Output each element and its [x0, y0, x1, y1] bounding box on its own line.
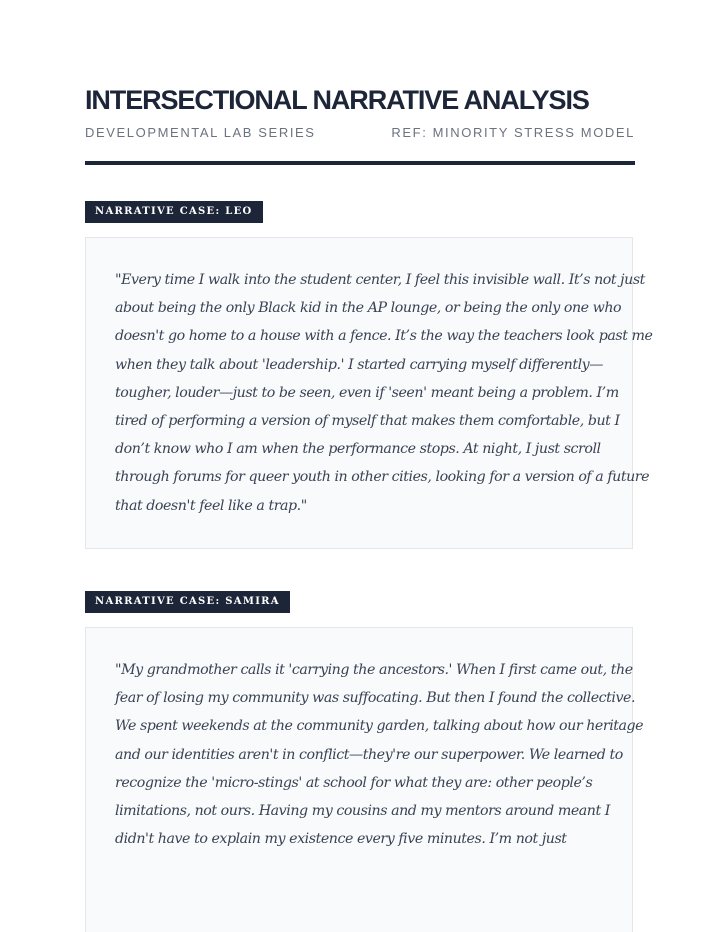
- series-label: DEVELOPMENTAL LAB SERIES: [85, 125, 316, 140]
- quote-line: limitations, not ours. Having my cousins and my mentors around meant I: [115, 803, 610, 820]
- case-box-samira: [85, 627, 644, 932]
- case-badge-samira: NARRATIVE CASE: SAMIRA: [85, 591, 290, 613]
- quote-line: "My grandmother calls it 'carrying the ancestors.' When I first came out, the: [115, 662, 633, 678]
- quote-line: "Every time I walk into the student center, I feel this invisible wall. It’s not just: [115, 272, 645, 288]
- document-title: INTERSECTIONAL NARRATIVE ANALYSIS: [85, 85, 589, 115]
- document-subtitle-row: [85, 125, 635, 141]
- quote-line: We spent weekends at the community garden, talking about how our heritage: [115, 718, 644, 735]
- quote-line: that doesn't feel like a trap.": [115, 497, 307, 514]
- quote-line: through forums for queer youth in other cities, looking for a version of a future: [115, 469, 650, 486]
- case-quote-samira: [86, 628, 644, 853]
- quote-line: doesn't go home to a house with a fence. It’s the way the teachers look past me: [115, 328, 653, 345]
- quote-line: fear of losing my community was suffocating. But then I found the collective.: [115, 690, 636, 707]
- quote-line: about being the only Black kid in the AP lounge, or being the only one who: [115, 300, 622, 317]
- quote-line: didn't have to explain my existence every five minutes. I’m not just: [115, 831, 567, 848]
- case-quote-leo: [86, 238, 653, 520]
- quote-line: recognize the 'micro-stings' at school for what they are: other people’s: [115, 774, 593, 791]
- quote-line: tired of performing a version of myself that makes them comfortable, but I: [115, 413, 620, 430]
- header-divider: [85, 161, 635, 165]
- quote-line: don’t know who I am when the performance stops. At night, I just scroll: [115, 441, 601, 458]
- case-box-leo: [85, 237, 653, 549]
- quote-line: when they talk about 'leadership.' I started carrying myself differently—: [115, 356, 603, 373]
- quote-line: and our identities aren't in conflict—they're our superpower. We learned to: [115, 746, 623, 763]
- case-badge-leo: NARRATIVE CASE: LEO: [85, 201, 263, 223]
- quote-line: tougher, louder—just to be seen, even if 'seen' meant being a problem. I’m: [115, 384, 619, 401]
- reference-label: REF: MINORITY STRESS MODEL: [391, 125, 635, 140]
